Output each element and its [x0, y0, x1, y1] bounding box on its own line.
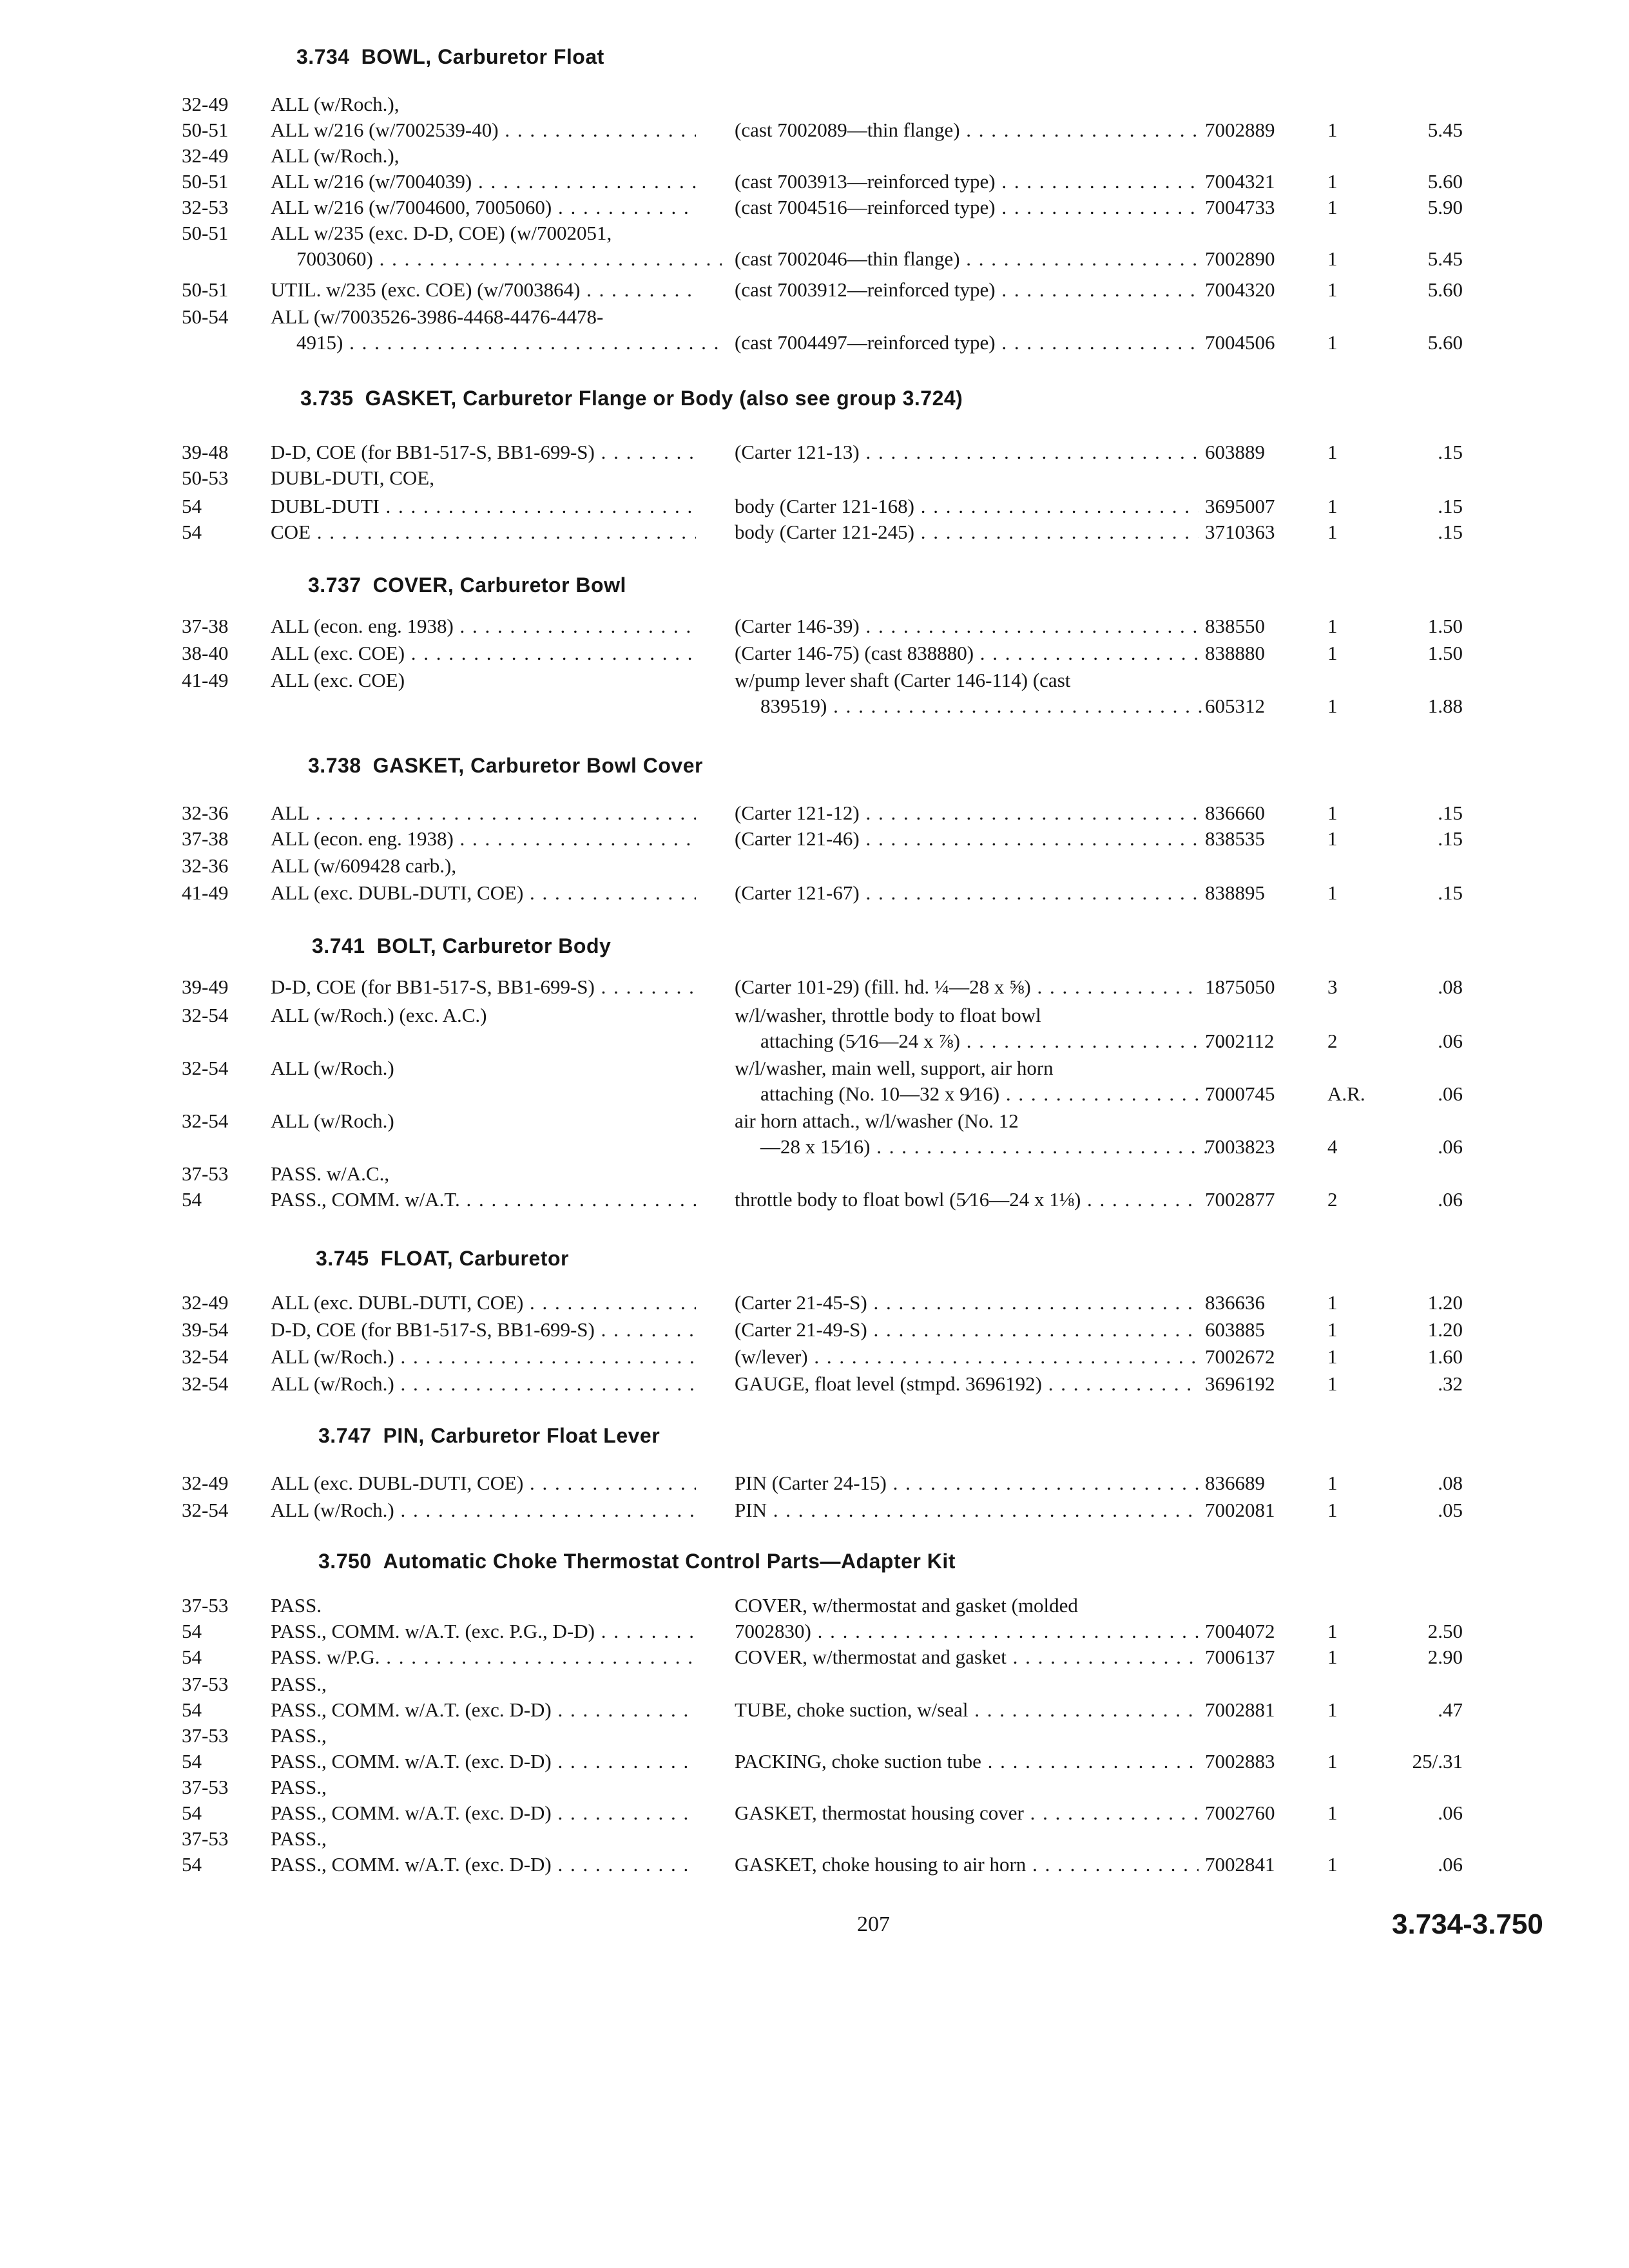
quantity-cell: 1	[1327, 1499, 1338, 1521]
model-cell: ALL (exc. DUBL-DUTI, COE) . . .	[271, 1289, 696, 1317]
part-number-cell: 7002890	[1205, 247, 1275, 270]
model-cell: PASS., COMM. w/A.T. (exc. D-D) . . .	[271, 1747, 696, 1776]
part-number-cell: 7004733	[1205, 196, 1275, 218]
description-cell: (Carter 121-13) . . .	[735, 438, 1199, 466]
quantity-cell: 1	[1327, 1646, 1338, 1668]
quantity-cell: 1	[1327, 1698, 1338, 1721]
quantity-cell: 3	[1327, 975, 1338, 998]
model-cell: ALL (w/Roch.) . . .	[271, 1370, 696, 1398]
year-cell: 37-53	[182, 1776, 229, 1798]
page-number: 207	[857, 1912, 890, 1936]
year-cell: 37-38	[182, 827, 229, 850]
model-cell: PASS.,	[271, 1673, 327, 1695]
model-cell: PASS.	[271, 1594, 322, 1617]
part-number-cell: 3695007	[1205, 495, 1275, 517]
part-number-cell: 836689	[1205, 1472, 1265, 1494]
part-number-cell: 838550	[1205, 615, 1265, 637]
year-cell: 32-54	[182, 1499, 229, 1521]
description-cell: w/l/washer, throttle body to float bowl	[735, 1004, 1041, 1026]
part-number-cell: 7002081	[1205, 1499, 1275, 1521]
part-number-cell: 7006137	[1205, 1646, 1275, 1668]
section-heading	[318, 1424, 660, 1448]
section-heading	[296, 45, 604, 69]
description-cell: PIN . . .	[735, 1496, 1199, 1524]
price-cell: .47	[1438, 1698, 1463, 1721]
section-title: PIN, Carburetor Float Lever	[383, 1424, 660, 1447]
model-cell: ALL (exc. DUBL-DUTI, COE) . . .	[271, 879, 696, 907]
part-number-cell: 838535	[1205, 827, 1265, 850]
year-cell: 32-54	[182, 1345, 229, 1368]
part-number-cell: 1875050	[1205, 975, 1275, 998]
table-row	[0, 1107, 1629, 1135]
page-range: 3.734-3.750	[1392, 1908, 1543, 1940]
year-cell: 54	[182, 495, 202, 517]
model-cell: ALL (w/Roch.) (exc. A.C.)	[271, 1004, 487, 1026]
price-cell: 1.20	[1427, 1318, 1463, 1341]
price-cell: .15	[1438, 495, 1463, 517]
table-row	[0, 219, 1629, 247]
model-cell: ALL (w/Roch.)	[271, 1110, 394, 1132]
year-cell: 32-53	[182, 196, 229, 218]
price-cell: 2.90	[1427, 1646, 1463, 1668]
year-cell: 54	[182, 1802, 202, 1824]
part-number-cell: 7004072	[1205, 1620, 1275, 1642]
quantity-cell: 1	[1327, 196, 1338, 218]
model-cell: ALL w/216 (w/7004039) . . .	[271, 168, 696, 196]
section-title: COVER, Carburetor Bowl	[372, 573, 626, 597]
quantity-cell: A.R.	[1327, 1082, 1365, 1105]
price-cell: 5.60	[1427, 170, 1463, 193]
year-cell: 54	[182, 1750, 202, 1773]
section-number: 3.747	[318, 1424, 372, 1447]
model-cell: UTIL. w/235 (exc. COE) (w/7003864) . . .	[271, 276, 696, 304]
description-cell: GAUGE, float level (stmpd. 3696192) . . .	[735, 1370, 1199, 1398]
table-row	[0, 825, 1629, 853]
quantity-cell: 1	[1327, 615, 1338, 637]
model-cell: ALL (w/Roch.),	[271, 93, 400, 115]
description-cell: air horn attach., w/l/washer (No. 12	[735, 1110, 1019, 1132]
part-number-cell: 836636	[1205, 1291, 1265, 1314]
model-cell: PASS. w/A.C.,	[271, 1162, 390, 1185]
model-cell: ALL w/216 (w/7004600, 7005060) . . .	[271, 193, 696, 222]
model-cell: ALL (w/Roch.)	[271, 1057, 394, 1079]
part-number-cell: 603889	[1205, 441, 1265, 463]
section-heading	[308, 754, 703, 778]
model-cell: PASS., COMM. w/A.T. (exc. D-D) . . .	[271, 1799, 696, 1827]
year-cell: 41-49	[182, 669, 229, 691]
description-cell: (cast 7003913—reinforced type) . . .	[735, 168, 1199, 196]
table-row	[0, 666, 1629, 695]
table-row	[0, 1696, 1629, 1724]
table-row	[0, 1825, 1629, 1853]
section-heading	[312, 934, 611, 958]
price-cell: .06	[1438, 1853, 1463, 1876]
section-number: 3.735	[300, 387, 354, 410]
table-row	[0, 90, 1629, 119]
part-number-cell: 7002881	[1205, 1698, 1275, 1721]
description-cell: PACKING, choke suction tube . . .	[735, 1747, 1199, 1776]
description-cell: 7002830) . . .	[735, 1617, 1199, 1646]
model-cell: ALL (econ. eng. 1938) . . .	[271, 612, 696, 640]
table-row	[0, 1670, 1629, 1698]
description-cell: body (Carter 121-245) . . .	[735, 518, 1199, 546]
year-cell: 50-51	[182, 222, 229, 244]
quantity-cell: 1	[1327, 278, 1338, 301]
section-title: FLOAT, Carburetor	[380, 1247, 569, 1270]
year-cell: 54	[182, 1698, 202, 1721]
model-cell: ALL (w/609428 carb.),	[271, 854, 457, 877]
table-row	[0, 1722, 1629, 1750]
quantity-cell: 1	[1327, 1802, 1338, 1824]
quantity-cell: 2	[1327, 1030, 1338, 1052]
description-cell: body (Carter 121-168) . . .	[735, 492, 1199, 521]
model-cell: ALL (w/Roch.),	[271, 144, 400, 167]
price-cell: .05	[1438, 1499, 1463, 1521]
part-number-cell: 7002883	[1205, 1750, 1275, 1773]
price-cell: .06	[1438, 1188, 1463, 1211]
price-cell: .06	[1438, 1082, 1463, 1105]
table-row	[0, 639, 1629, 668]
quantity-cell: 4	[1327, 1135, 1338, 1158]
description-cell: (Carter 121-46) . . .	[735, 825, 1199, 853]
model-cell: ALL . . .	[271, 799, 696, 827]
table-row	[0, 518, 1629, 546]
quantity-cell: 1	[1327, 247, 1338, 270]
table-row	[0, 1370, 1629, 1398]
year-cell: 37-53	[182, 1673, 229, 1695]
part-number-cell: 3696192	[1205, 1372, 1275, 1395]
section-heading	[318, 1550, 956, 1573]
description-cell: w/pump lever shaft (Carter 146-114) (cast	[735, 669, 1071, 691]
price-cell: 5.45	[1427, 247, 1463, 270]
model-cell: ALL w/216 (w/7002539-40) . . .	[271, 116, 696, 144]
description-cell: GASKET, choke housing to air horn . . .	[735, 1850, 1199, 1879]
table-row	[0, 1316, 1629, 1344]
price-cell: 25/.31	[1412, 1750, 1463, 1773]
part-number-cell: 7004320	[1205, 278, 1275, 301]
price-cell: .06	[1438, 1030, 1463, 1052]
price-cell: 5.60	[1427, 278, 1463, 301]
year-cell: 41-49	[182, 881, 229, 904]
year-cell: 38-40	[182, 642, 229, 664]
section-number: 3.738	[308, 754, 361, 777]
description-cell: (cast 7004516—reinforced type) . . .	[735, 193, 1199, 222]
part-number-cell: 7002841	[1205, 1853, 1275, 1876]
quantity-cell: 1	[1327, 827, 1338, 850]
year-cell: 54	[182, 1853, 202, 1876]
model-cell: DUBL-DUTI, COE,	[271, 466, 434, 489]
section-heading	[300, 387, 963, 410]
part-number-cell: 7002672	[1205, 1345, 1275, 1368]
year-cell: 32-49	[182, 1472, 229, 1494]
quantity-cell: 1	[1327, 1372, 1338, 1395]
quantity-cell: 1	[1327, 802, 1338, 824]
description-cell: (cast 7004497—reinforced type) . . .	[735, 329, 1199, 357]
section-title: Automatic Choke Thermostat Control Parts—Adapter Kit	[383, 1550, 956, 1573]
quantity-cell: 1	[1327, 495, 1338, 517]
table-row	[0, 1773, 1629, 1802]
model-cell: PASS.,	[271, 1776, 327, 1798]
model-cell: 4915) . . .	[271, 329, 722, 357]
part-number-cell: 605312	[1205, 695, 1265, 717]
model-cell: ALL (w/Roch.) . . .	[271, 1343, 696, 1371]
year-cell: 54	[182, 1646, 202, 1668]
table-row	[0, 1343, 1629, 1371]
table-row	[0, 879, 1629, 907]
table-row	[0, 303, 1629, 331]
part-number-cell: 838895	[1205, 881, 1265, 904]
price-cell: .15	[1438, 521, 1463, 543]
description-cell: —28 x 15⁄16) . . .	[735, 1133, 1224, 1161]
table-row	[0, 1289, 1629, 1317]
quantity-cell: 1	[1327, 1853, 1338, 1876]
model-cell: ALL w/235 (exc. D-D, COE) (w/7002051,	[271, 222, 612, 244]
model-cell: PASS. w/P.G. . . .	[271, 1643, 696, 1671]
quantity-cell: 1	[1327, 441, 1338, 463]
description-cell: GASKET, thermostat housing cover . . .	[735, 1799, 1199, 1827]
price-cell: .08	[1438, 1472, 1463, 1494]
year-cell: 50-51	[182, 170, 229, 193]
table-row	[0, 1617, 1629, 1646]
quantity-cell: 1	[1327, 331, 1338, 354]
section-number: 3.734	[296, 45, 350, 68]
model-cell: PASS., COMM. w/A.T. (exc. D-D) . . .	[271, 1696, 696, 1724]
table-row	[0, 116, 1629, 144]
table-row	[0, 1054, 1629, 1082]
year-cell: 32-54	[182, 1057, 229, 1079]
model-cell: D-D, COE (for BB1-517-S, BB1-699-S) . . .	[271, 1316, 696, 1344]
price-cell: 1.20	[1427, 1291, 1463, 1314]
year-cell: 32-49	[182, 1291, 229, 1314]
quantity-cell: 1	[1327, 1750, 1338, 1773]
table-row	[0, 276, 1629, 304]
price-cell: .08	[1438, 975, 1463, 998]
table-row	[0, 438, 1629, 466]
part-number-cell: 7003823	[1205, 1135, 1275, 1158]
year-cell: 32-49	[182, 93, 229, 115]
table-row	[0, 464, 1629, 492]
quantity-cell: 1	[1327, 642, 1338, 664]
year-cell: 37-38	[182, 615, 229, 637]
price-cell: 5.45	[1427, 119, 1463, 141]
description-cell: (cast 7002089—thin flange) . . .	[735, 116, 1199, 144]
model-cell: D-D, COE (for BB1-517-S, BB1-699-S) . . .	[271, 973, 696, 1001]
year-cell: 50-53	[182, 466, 229, 489]
model-cell: 7003060) . . .	[271, 245, 722, 273]
table-row	[0, 1799, 1629, 1827]
table-row	[0, 168, 1629, 196]
price-cell: 5.60	[1427, 331, 1463, 354]
model-cell: DUBL-DUTI . . .	[271, 492, 696, 521]
table-row	[0, 973, 1629, 1001]
model-cell: ALL (exc. COE) . . .	[271, 639, 696, 668]
table-row	[0, 612, 1629, 640]
section-title: BOLT, Carburetor Body	[376, 934, 612, 957]
description-cell: (cast 7003912—reinforced type) . . .	[735, 276, 1199, 304]
price-cell: 1.50	[1427, 642, 1463, 664]
quantity-cell: 1	[1327, 119, 1338, 141]
part-number-cell: 7002889	[1205, 119, 1275, 141]
part-number-cell: 7002112	[1205, 1030, 1275, 1052]
section-number: 3.750	[318, 1550, 372, 1573]
year-cell: 54	[182, 521, 202, 543]
year-cell: 37-53	[182, 1827, 229, 1850]
price-cell: .15	[1438, 827, 1463, 850]
model-cell: PASS.,	[271, 1827, 327, 1850]
table-row	[0, 329, 1629, 357]
model-cell: PASS.,	[271, 1724, 327, 1747]
year-cell: 32-36	[182, 854, 229, 877]
section-heading	[316, 1247, 569, 1271]
description-cell: (Carter 21-45-S) . . .	[735, 1289, 1199, 1317]
year-cell: 54	[182, 1620, 202, 1642]
quantity-cell: 2	[1327, 1188, 1338, 1211]
table-row	[0, 799, 1629, 827]
model-cell: ALL (exc. DUBL-DUTI, COE) . . .	[271, 1469, 696, 1497]
part-number-cell: 7004321	[1205, 170, 1275, 193]
year-cell: 54	[182, 1188, 202, 1211]
table-row	[0, 1643, 1629, 1671]
price-cell: .32	[1438, 1372, 1463, 1395]
quantity-cell: 1	[1327, 1318, 1338, 1341]
description-cell: attaching (5⁄16—24 x ⅞) . . .	[735, 1027, 1224, 1055]
year-cell: 32-54	[182, 1110, 229, 1132]
table-row	[0, 1496, 1629, 1524]
table-row	[0, 1591, 1629, 1620]
price-cell: .06	[1438, 1802, 1463, 1824]
table-row	[0, 245, 1629, 273]
table-row	[0, 1027, 1629, 1055]
price-cell: 5.90	[1427, 196, 1463, 218]
part-number-cell: 836660	[1205, 802, 1265, 824]
table-row	[0, 142, 1629, 170]
model-cell: D-D, COE (for BB1-517-S, BB1-699-S) . . .	[271, 438, 696, 466]
model-cell: ALL (exc. COE)	[271, 669, 405, 691]
description-cell: (Carter 146-75) (cast 838880) . . .	[735, 639, 1199, 668]
price-cell: 1.88	[1427, 695, 1463, 717]
model-cell: ALL (w/Roch.) . . .	[271, 1496, 696, 1524]
table-row	[0, 852, 1629, 880]
table-row	[0, 1747, 1629, 1776]
description-cell: COVER, w/thermostat and gasket . . .	[735, 1643, 1199, 1671]
price-cell: 1.50	[1427, 615, 1463, 637]
model-cell: PASS., COMM. w/A.T. (exc. D-D) . . .	[271, 1850, 696, 1879]
table-row	[0, 1160, 1629, 1188]
description-cell: (w/lever) . . .	[735, 1343, 1199, 1371]
section-title: GASKET, Carburetor Flange or Body (also see group 3.724)	[365, 387, 963, 410]
price-cell: .15	[1438, 881, 1463, 904]
year-cell: 32-49	[182, 144, 229, 167]
price-cell: .06	[1438, 1135, 1463, 1158]
description-cell: PIN (Carter 24-15) . . .	[735, 1469, 1199, 1497]
quantity-cell: 1	[1327, 1620, 1338, 1642]
model-cell: ALL (econ. eng. 1938) . . .	[271, 825, 696, 853]
section-heading	[308, 573, 626, 597]
quantity-cell: 1	[1327, 695, 1338, 717]
description-cell: (cast 7002046—thin flange) . . .	[735, 245, 1199, 273]
year-cell: 32-36	[182, 802, 229, 824]
section-title: BOWL, Carburetor Float	[361, 45, 604, 68]
year-cell: 50-54	[182, 305, 229, 328]
description-cell: throttle body to float bowl (5⁄16—24 x 1⅛) . . .	[735, 1186, 1199, 1214]
part-number-cell: 838880	[1205, 642, 1265, 664]
section-number: 3.737	[308, 573, 361, 597]
description-cell: (Carter 21-49-S) . . .	[735, 1316, 1199, 1344]
quantity-cell: 1	[1327, 1345, 1338, 1368]
table-row	[0, 1469, 1629, 1497]
year-cell: 37-53	[182, 1594, 229, 1617]
quantity-cell: 1	[1327, 1291, 1338, 1314]
year-cell: 32-54	[182, 1004, 229, 1026]
description-cell: (Carter 101-29) (fill. hd. ¼—28 x ⅝) . . .	[735, 973, 1199, 1001]
section-title: GASKET, Carburetor Bowl Cover	[372, 754, 703, 777]
part-number-cell: 7000745	[1205, 1082, 1275, 1105]
part-number-cell: 7002760	[1205, 1802, 1275, 1824]
description-cell: (Carter 121-12) . . .	[735, 799, 1199, 827]
description-cell: TUBE, choke suction, w/seal . . .	[735, 1696, 1199, 1724]
year-cell: 37-53	[182, 1724, 229, 1747]
year-cell: 39-48	[182, 441, 229, 463]
part-number-cell: 603885	[1205, 1318, 1265, 1341]
quantity-cell: 1	[1327, 1472, 1338, 1494]
year-cell: 50-51	[182, 119, 229, 141]
year-cell: 39-49	[182, 975, 229, 998]
part-number-cell: 3710363	[1205, 521, 1275, 543]
table-row	[0, 1080, 1629, 1108]
part-number-cell: 7004506	[1205, 331, 1275, 354]
section-number: 3.741	[312, 934, 365, 957]
price-cell: 2.50	[1427, 1620, 1463, 1642]
description-cell: attaching (No. 10—32 x 9⁄16) . . .	[735, 1080, 1224, 1108]
table-row	[0, 1133, 1629, 1161]
year-cell: 37-53	[182, 1162, 229, 1185]
table-row	[0, 692, 1629, 720]
price-cell: .15	[1438, 441, 1463, 463]
year-cell: 50-51	[182, 278, 229, 301]
table-row	[0, 1186, 1629, 1214]
description-cell: (Carter 146-39) . . .	[735, 612, 1199, 640]
description-cell: w/l/washer, main well, support, air horn	[735, 1057, 1054, 1079]
model-cell: PASS., COMM. w/A.T. (exc. P.G., D-D) . . .	[271, 1617, 696, 1646]
part-number-cell: 7002877	[1205, 1188, 1275, 1211]
quantity-cell: 1	[1327, 170, 1338, 193]
table-row	[0, 1850, 1629, 1879]
model-cell: PASS., COMM. w/A.T. . . .	[271, 1186, 696, 1214]
model-cell: ALL (w/7003526-3986-4468-4476-4478-	[271, 305, 604, 328]
price-cell: .15	[1438, 802, 1463, 824]
table-row	[0, 492, 1629, 521]
year-cell: 39-54	[182, 1318, 229, 1341]
description-cell: 839519) . . .	[735, 692, 1224, 720]
table-row	[0, 193, 1629, 222]
price-cell: 1.60	[1427, 1345, 1463, 1368]
quantity-cell: 1	[1327, 521, 1338, 543]
description-cell: COVER, w/thermostat and gasket (molded	[735, 1594, 1078, 1617]
quantity-cell: 1	[1327, 881, 1338, 904]
year-cell: 32-54	[182, 1372, 229, 1395]
model-cell: COE . . .	[271, 518, 696, 546]
table-row	[0, 1001, 1629, 1030]
description-cell: (Carter 121-67) . . .	[735, 879, 1199, 907]
section-number: 3.745	[316, 1247, 369, 1270]
